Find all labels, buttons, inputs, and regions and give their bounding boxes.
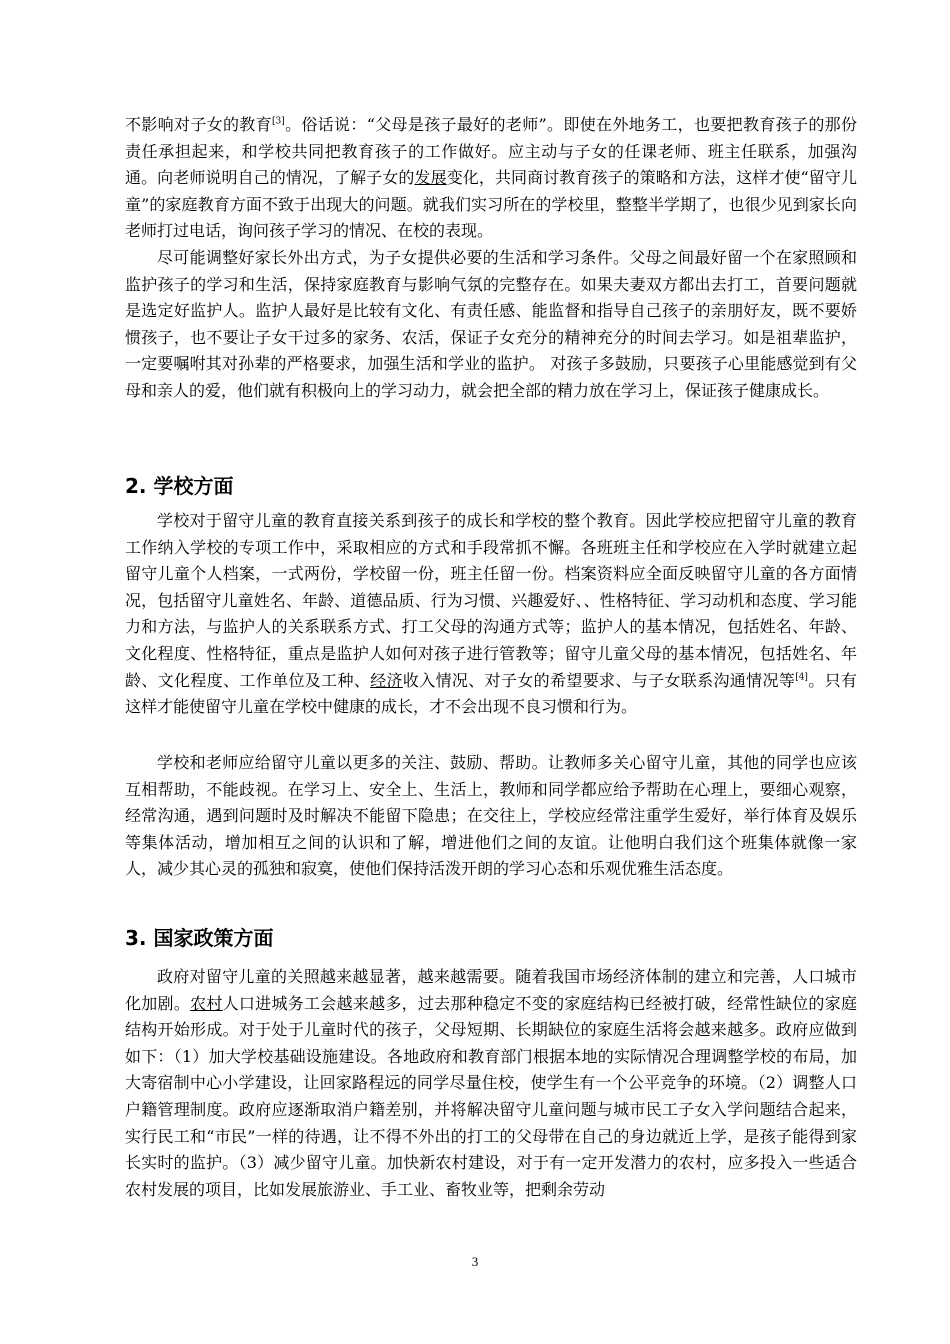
text-run: 。俗话说：“父母是孩子最好的老师”。即使在外地务工，也要把教育孩子的那份责任承担起来，和学校共同把教育孩子的工作做好。应主动与子女的任课老师、班主任联系，加强沟通。向老师说明自己的情况，了解子女的 (125, 115, 857, 188)
hyperlink[interactable]: 经济 (370, 670, 403, 690)
section-heading: 3. 国家政策方面 (125, 926, 274, 950)
text-run: 人口进城务工会越来越多，过去那种稳定不变的家庭结构已经被打破，经常性缺位的家庭结构开始形成。对于处于儿童时代的孩子，父母短期、长期缺位的家庭生活将会越来越多。政府应做到如下：（1）加大学校基础设施建设。各地政府和教育部门根据本地的实际情况合理调整学校的布局，加大寄宿制中心小学建设，让回家路程远的同学尽量住校，使学生有一个公平竞争的环境。（2）调整人口户籍管理制度。政府应逐渐取消户籍差别，并将解决留守儿童问题与城市民工子女入学问题结合起来，实行民工和“市民”一样的待遇，让不得不外出的打工的父母带在自己的身边就近上学，是孩子能得到家长实时的监护。（3）减少留守儿童。加快新农村建设，对于有一定开发潜力的农村，应多投入一些适合农村发展的项目，比如发展旅游业、手工业、畜牧业等，把剩余劳动 (125, 993, 857, 1199)
paragraph (125, 508, 857, 721)
page-number: 3 (471, 1254, 479, 1269)
text-run: 政府对留守儿童的关照越来越显著，越来越需要。随着我国市场经济体制的建立和完善，人口城市化加剧。 (125, 967, 857, 1013)
citation-ref[interactable]: [4] (795, 672, 808, 683)
citation-ref[interactable]: [3] (271, 116, 285, 127)
section-2-body (125, 508, 857, 721)
hyperlink[interactable]: 农村 (190, 993, 223, 1013)
section-1-body (125, 112, 857, 405)
paragraph: 学校和老师应给留守儿童以更多的关注、鼓励、帮助。让教师多关心留守儿童，其他的同学也应该互相帮助，不能歧视。在学习上、安全上、生活上，教师和同学都应给予帮助在心理上，要细心观察，经常沟通，遇到问题时及时解决不能留下隐患；在交往上，学校应经常注重学生爱好，举行体育及娱乐等集体活动，增加相互之间的认识和了解，增进他们之间的友谊。让他明白我们这个班集体就像一家人，减少其心灵的孤独和寂寞，使他们保持活泼开朗的学习心态和乐观优雅生活态度。 (125, 753, 857, 879)
hyperlink[interactable]: 发展 (414, 168, 447, 188)
text-run: 收入情况、对子女的希望要求、与子女联系沟通情况等 (402, 670, 796, 690)
section-heading: 2. 学校方面 (125, 474, 234, 498)
section-2-body-2 (125, 750, 857, 883)
text-run: 。只有这样才能使留守儿童在学校中健康的成长，才不会出现不良习惯和行为。 (125, 670, 857, 717)
section-3-body (125, 964, 857, 1203)
paragraph (125, 112, 857, 245)
text-run: 变化，共同商讨教育孩子的策略和方法，这样才使“留守儿童”的家庭教育方面不致于出现大的问题。就我们实习所在的学校里，整整半学期了，也很少见到家长向老师打过电话，询问孩子学习的情况、在校的表现。 (125, 168, 857, 241)
text-run: 不影响对子女的教育 (125, 115, 272, 134)
paragraph: 尽可能调整好家长外出方式，为子女提供必要的生活和学习条件。父母之间最好留一个在家照顾和监护孩子的学习和生活，保持家庭教育与影响气氛的完整存在。如果夫妻双方都出去打工，首要问题就是选定好监护人。监护人最好是比较有文化、有责任感、能监督和指导自己孩子的亲朋好友，既不要娇惯孩子，也不要让子女干过多的家务、农活，保证子女充分的精神充分的时间去学习。如是祖辈监护，一定要嘱咐其对孙辈的严格要求，加强生活和学业的监护。 对孩子多鼓励，只要孩子心里能感觉到有父母和亲人的爱，他们就有积极向上的学习动力，就会把全部的精力放在学习上，保证孩子健康成长。 (125, 247, 857, 400)
paragraph (125, 964, 857, 1203)
text-run: 学校对于留守儿童的教育直接关系到孩子的成长和学校的整个教育。因此学校应把留守儿童的教育工作纳入学校的专项工作中，采取相应的方式和手段常抓不懈。各班班主任和学校应在入学时就建立起留守儿童个人档案，一式两份，学校留一份，班主任留一份。档案资料应全面反映留守儿童的各方面情况，包括留守儿童姓名、年龄、道德品质、行为习惯、兴趣爱好、、性格特征、学习动机和态度、学习能力和方法，与监护人的关系联系方式、打工父母的沟通方式等；监护人的基本情况，包括姓名、年龄、文化程度、性格特征，重点是监护人如何对孩子进行管教等；留守儿童父母的基本情况，包括姓名、年龄、文化程度、工作单位及工种、 (125, 511, 857, 690)
